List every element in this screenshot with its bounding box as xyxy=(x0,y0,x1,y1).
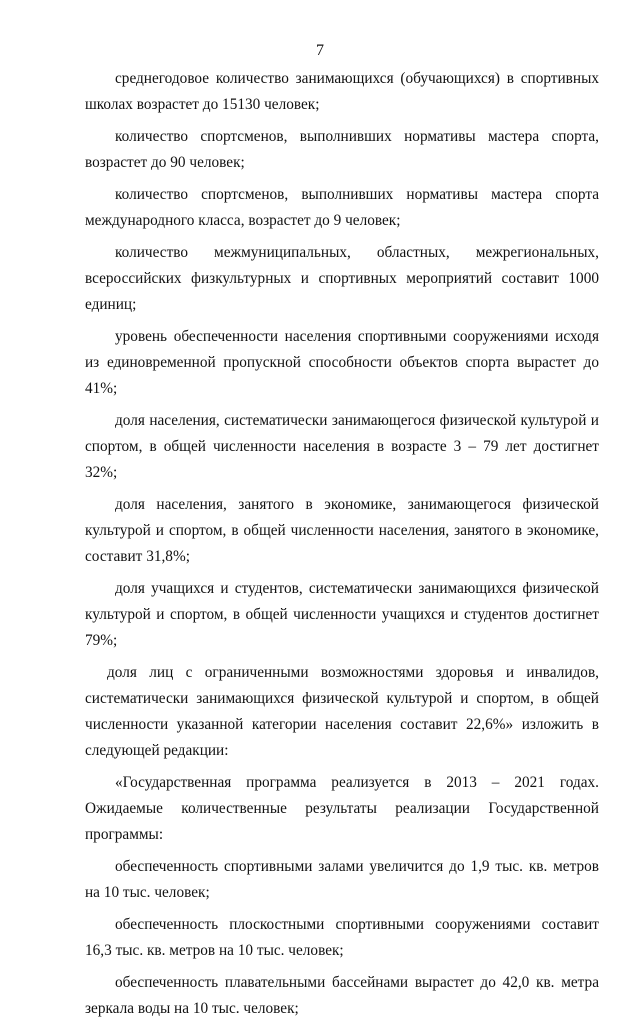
document-body xyxy=(85,66,599,1028)
paragraph-students-share: доля учащихся и студентов, систематически занимающихся физической культурой и спортом, в общей численности учащихся и студентов достигнет 79%; xyxy=(85,580,599,649)
paragraph-disabled-share: доля лиц с ограниченными возможностями здоровья и инвалидов, систематически занимающихся физической культурой и спортом, в общей численности указанной категории населения составит 22,6%» изложить в следующей редакции: xyxy=(85,664,599,759)
paragraph-program-intro: «Государственная программа реализуется в 2013 – 2021 годах. Ожидаемые количественные результаты реализации Государственной программы: xyxy=(85,774,599,843)
paragraph-flat-facilities: обеспеченность плоскостными спортивными сооружениями составит 16,3 тыс. кв. метров на 10 тыс. человек; xyxy=(85,916,599,959)
paragraph-facility-capacity: уровень обеспеченности населения спортивными сооружениями исходя из единовременной пропускной способности объектов спорта вырастет до 41%; xyxy=(85,328,599,397)
paragraph-sports-halls: обеспеченность спортивными залами увеличится до 1,9 тыс. кв. метров на 10 тыс. человек; xyxy=(85,858,599,901)
paragraph-employed-share: доля населения, занятого в экономике, занимающегося физической культурой и спортом, в общей численности населения, занятого в экономике, составит 31,8%; xyxy=(85,496,599,565)
paragraph-sport-events: количество межмуниципальных, областных, межрегиональных, всероссийских физкультурных и спортивных мероприятий составит 1000 единиц; xyxy=(85,244,599,313)
paragraph-swimming-pools: обеспеченность плавательными бассейнами вырастет до 42,0 кв. метра зеркала воды на 10 тыс. человек; xyxy=(85,974,599,1017)
paragraph-international-masters: количество спортсменов, выполнивших нормативы мастера спорта международного класса, возрастет до 9 человек; xyxy=(85,186,599,229)
paragraph-students-count: среднегодовое количество занимающихся (обучающихся) в спортивных школах возрастет до 15130 человек; xyxy=(85,70,599,113)
paragraph-masters-of-sport: количество спортсменов, выполнивших нормативы мастера спорта, возрастет до 90 человек; xyxy=(85,128,599,171)
page-number: 7 xyxy=(316,42,324,59)
paragraph-population-share: доля населения, систематически занимающегося физической культурой и спортом, в общей численности населения в возрасте 3 – 79 лет достигнет 32%; xyxy=(85,412,599,481)
